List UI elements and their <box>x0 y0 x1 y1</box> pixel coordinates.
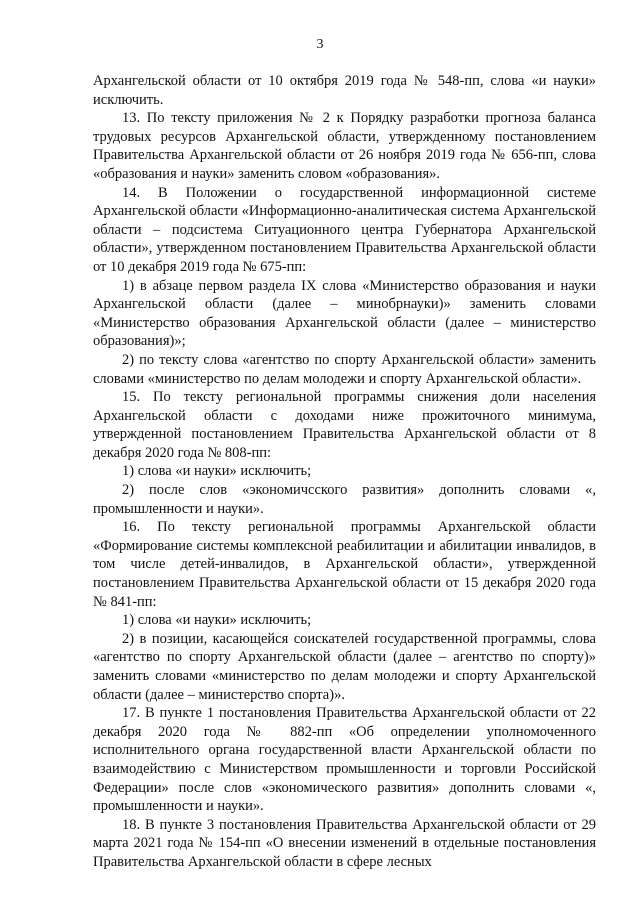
paragraph-item-16-1: 1) слова «и науки» исключить; <box>122 612 312 629</box>
document-body <box>93 72 596 872</box>
paragraph-item-15-1: 1) слова «и науки» исключить; <box>122 463 312 480</box>
paragraph-continuation: Архангельской области от 10 октября 2019 года № 548-пп, слова «и науки» исключить. <box>93 73 596 108</box>
paragraph-item-15: 15. По тексту региональной программы снижения доли населения Архангельской области с доходами ниже прожиточного минимума, утвержденной постановлением Правительства Архангельской области от 8 декабря 2020 года № 808-пп: <box>93 389 596 461</box>
paragraph-item-18: 18. В пункте 3 постановления Правительства Архангельской области от 29 марта 2021 года № 154-пп «О внесении изменений в отдельные постановления Правительства Архангельской области в сфере лесных <box>93 816 596 870</box>
page-number: 3 <box>316 37 324 52</box>
paragraph-item-14: 14. В Положении о государственной информационной системе Архангельской области «Информационно-аналитическая система Архангельской области – подсистема Ситуационного центра Губернатора Архангельской области», утвержденном постановлением Правительства Архангельской области от 10 декабря 2019 года № 675-пп: <box>93 184 596 275</box>
paragraph-item-16-2: 2) в позиции, касающейся соискателей государственной программы, слова «агентство по спорту Архангельской области (далее – агентство по спорту)» заменить словами «министерство по делам молодежи и спорту Архангельской области (далее – министерство спорта)». <box>93 630 596 703</box>
paragraph-item-14-1: 1) в абзаце первом раздела IX слова «Министерство образования и науки Архангельской области (далее – минобрнауки)» заменить словами «Министерство образования Архангельской области (далее – министерство образования)»; <box>93 277 596 350</box>
paragraph-item-16: 16. По тексту региональной программы Архангельской области «Формирование системы комплексной реабилитации и абилитации инвалидов, в том числе детей-инвалидов, в Архангельской области», утвержденной постановлением Правительства Архангельской области от 15 декабря 2020 года № 841-пп: <box>93 519 596 610</box>
paragraph-item-17: 17. В пункте 1 постановления Правительства Архангельской области от 22 декабря 2020 года № 882-пп «Об определении уполномоченного исполнительного органа государственной власти Архангельской области по взаимодействию с Министерством промышленности и торговли Российской Федерации» после слов «экономического развития» дополнить словами «, промышленности и науки». <box>93 705 596 815</box>
paragraph-item-15-2: 2) после слов «экономичсского развития» дополнить словами «, промышленности и науки». <box>93 482 596 517</box>
paragraph-item-13: 13. По тексту приложения № 2 к Порядку разработки прогноза баланса трудовых ресурсов Архангельской области, утвержденному постановлением Правительства Архангельской области от 26 ноября 2019 года № 656-пп, слова «образования и науки» заменить словом «образования». <box>93 110 596 182</box>
paragraph-item-14-2: 2) по тексту слова «агентство по спорту Архангельской области» заменить словами «министерство по делам молодежи и спорту Архангельской области». <box>93 351 596 387</box>
